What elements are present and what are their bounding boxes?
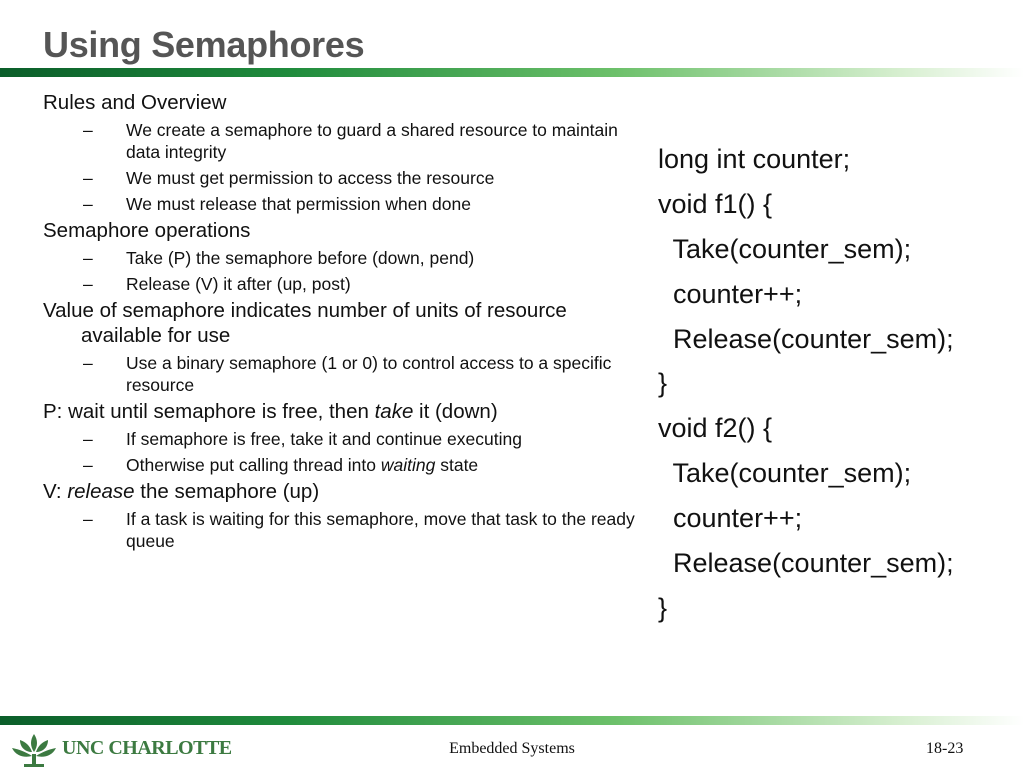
bullet-text: Rules and Overview [43,91,227,114]
code-block [658,137,954,631]
bullet-text-italic: take [374,400,414,423]
code-line: Release(counter_sem); [658,323,954,354]
bullet-item [43,399,643,424]
dash-marker: – [83,194,93,214]
bullet-text: P: wait until semaphore is free, then [43,400,375,423]
code-line: void f2() { [658,413,773,444]
sub-bullet-item [43,454,643,476]
sub-bullet-item [43,428,643,450]
bullet-text: V: [43,480,68,503]
bullet-text: Semaphore operations [43,219,251,242]
logo-wordmark: UNC CHARLOTTE [62,737,232,759]
sub-bullet-item [43,247,643,269]
dash-marker: – [83,429,93,449]
footer-page-number: 18-23 [926,740,964,757]
bullet-text: it (down) [413,400,498,423]
bullet-text: Release (V) it after (up, post) [126,274,351,294]
bullet-item [43,298,643,348]
bullet-text: state [435,455,479,475]
bullet-text: We must release that permission when done [126,194,471,214]
sub-bullet-item [43,352,643,396]
bullet-list [43,90,643,552]
code-line: Take(counter_sem); [658,233,912,264]
bullet-text: If semaphore is free, take it and continue executing [126,429,522,449]
sub-bullet-item [43,193,643,215]
code-line: counter++; [658,278,803,309]
code-line: Release(counter_sem); [658,548,954,579]
bullet-text: We create a semaphore to guard a shared resource to maintain data integrity [126,120,618,162]
footer-divider-bar [0,716,1024,725]
sub-bullet-item [43,273,643,295]
bullet-text: the semaphore (up) [134,480,320,503]
code-line: } [658,592,668,623]
bullet-text: If a task is waiting for this semaphore, move that task to the ready queue [126,509,635,551]
dash-marker: – [83,168,93,188]
bullet-item [43,479,643,504]
code-line: } [658,368,668,399]
code-line: Take(counter_sem); [658,458,912,489]
footer-course-title: Embedded Systems [449,740,575,757]
code-line: long int counter; [658,144,851,174]
sub-bullet-item [43,508,643,552]
dash-marker: – [83,509,93,529]
bullet-text: We must get permission to access the resource [126,168,495,188]
bullet-text-italic: waiting [380,455,436,475]
bullet-text: Use a binary semaphore (1 or 0) to control access to a specific resource [126,353,612,395]
slide-title: Using Semaphores [43,24,365,65]
bullet-text: Otherwise put calling thread into [126,455,381,475]
bullet-text-italic: release [67,480,135,503]
dash-marker: – [83,120,93,140]
dash-marker: – [83,274,93,294]
code-line: void f1() { [658,188,773,219]
dash-marker: – [83,455,93,475]
bullet-text: Value of semaphore indicates number of units of resource available for use [43,299,567,347]
sub-bullet-item [43,167,643,189]
title-divider-bar [0,68,1024,77]
dash-marker: – [83,248,93,268]
bullet-text: Take (P) the semaphore before (down, pend) [126,248,475,268]
bullet-item [43,90,643,115]
bullet-item [43,218,643,243]
sub-bullet-item [43,119,643,163]
code-line: counter++; [658,503,803,534]
dash-marker: – [83,353,93,373]
